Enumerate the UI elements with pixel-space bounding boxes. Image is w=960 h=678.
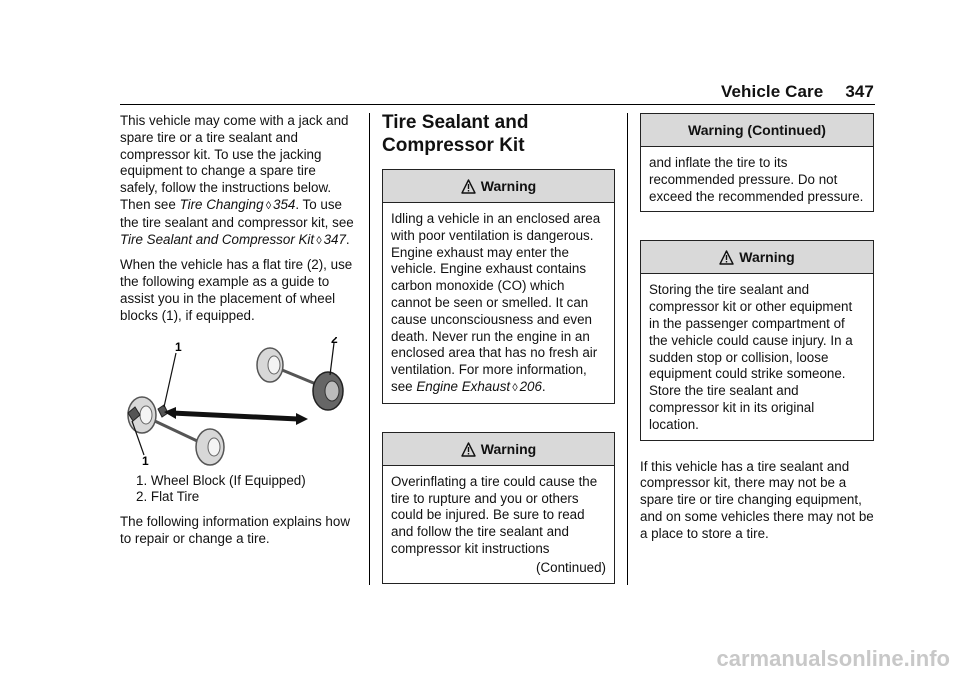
warning-header: Warning — [383, 433, 614, 466]
no-spare-paragraph: If this vehicle has a tire sealant and compressor kit, there may not be a spare tire or tire changing equipment, and on some vehicles there may not be a place to store a tire. — [640, 458, 874, 541]
front-left-tire — [257, 348, 283, 382]
section-title: Tire Sealant and Compressor Kit — [382, 112, 529, 156]
callout-1-bottom: 1 — [142, 453, 149, 467]
column-divider-2 — [627, 113, 628, 585]
watermark: carmanualsonline.info — [716, 646, 950, 671]
page-header — [721, 82, 874, 102]
wheel-block-diagram — [120, 337, 352, 467]
flat-tire-paragraph: When the vehicle has a flat tire (2), use the following example as a guide to assist you in the placement of wheel blocks (1), if equipped. — [120, 257, 353, 323]
warning-triangle-icon — [461, 442, 476, 457]
tire-changing-link[interactable]: Tire Changing ◊ 354 — [179, 196, 296, 212]
arrow-head-right — [296, 413, 308, 425]
warning-body: and inflate the tire to its recommended pressure. Do not exceed the recommended pressure. — [649, 155, 864, 204]
legend-item: 2. Flat Tire — [136, 489, 200, 505]
callout-2: 2 — [331, 336, 338, 346]
warning-triangle-icon — [461, 179, 476, 194]
flat-tire-graphic — [313, 372, 343, 410]
column-3 — [640, 113, 874, 551]
warning-triangle-icon — [719, 250, 734, 265]
warning-body: Storing the tire sealant and compressor kit or other equipment in the passenger compartment of the vehicle could cause injury. In a sudden stop or collision, loose equipment could strike someone. Store the tire sealant and compressor kit in its original location. — [649, 282, 853, 432]
warning-header: Warning — [383, 170, 614, 203]
tire-sealant-link[interactable]: Tire Sealant and Compressor Kit ◊ 347 — [120, 231, 346, 247]
section-name: Vehicle Care — [721, 82, 824, 101]
header-rule — [120, 104, 875, 105]
warning-body: Idling a vehicle in an enclosed area with poor ventilation is dangerous. Engine exhaust may enter the vehicle. Engine exhaust contains carbon monoxide (CO) which cannot be seen or smelled. It can cause unconsciousness and even death. Never run the engine in an enclosed area that has no fresh air ventilation. For more information, see Engine Exhaust ◊ 206. — [391, 211, 601, 394]
warning-box-continued — [640, 113, 874, 212]
intro-paragraph: This vehicle may come with a jack and spare tire or a tire sealant and compressor kit. To use the jacking equipment to change a spare tire safely, follow the instructions below. Then see Tire Changing ◊ 354. To use the tire sealant and compressor kit, see Tire Sealant and Compressor Kit ◊ 347. — [120, 113, 354, 247]
legend-item: 1. Wheel Block (If Equipped) — [136, 472, 306, 488]
column-1 — [120, 113, 356, 556]
warning-header: Warning — [641, 241, 873, 274]
column-2 — [382, 111, 615, 584]
warning-box-overinflate — [382, 432, 615, 584]
engine-exhaust-link[interactable]: Engine Exhaust ◊ 206 — [416, 378, 542, 394]
warning-box-exhaust — [382, 169, 615, 404]
warning-box-storage — [640, 240, 874, 440]
page-number: 347 — [845, 82, 874, 101]
callout-1-top: 1 — [175, 339, 182, 354]
continued-label: (Continued) — [536, 559, 606, 575]
figure-legend — [120, 473, 356, 507]
closing-paragraph: The following information explains how to repair or change a tire. — [120, 514, 350, 546]
warning-header: Warning (Continued) — [641, 114, 873, 147]
warning-body: Overinflating a tire could cause the tire to rupture and you or others could be injured. Be sure to read and follow the tire sealant and compressor kit instructions (Continued) — [391, 473, 606, 575]
column-divider-1 — [369, 113, 370, 585]
axle-diagram-svg — [120, 337, 352, 467]
rear-right-tire — [196, 429, 224, 465]
